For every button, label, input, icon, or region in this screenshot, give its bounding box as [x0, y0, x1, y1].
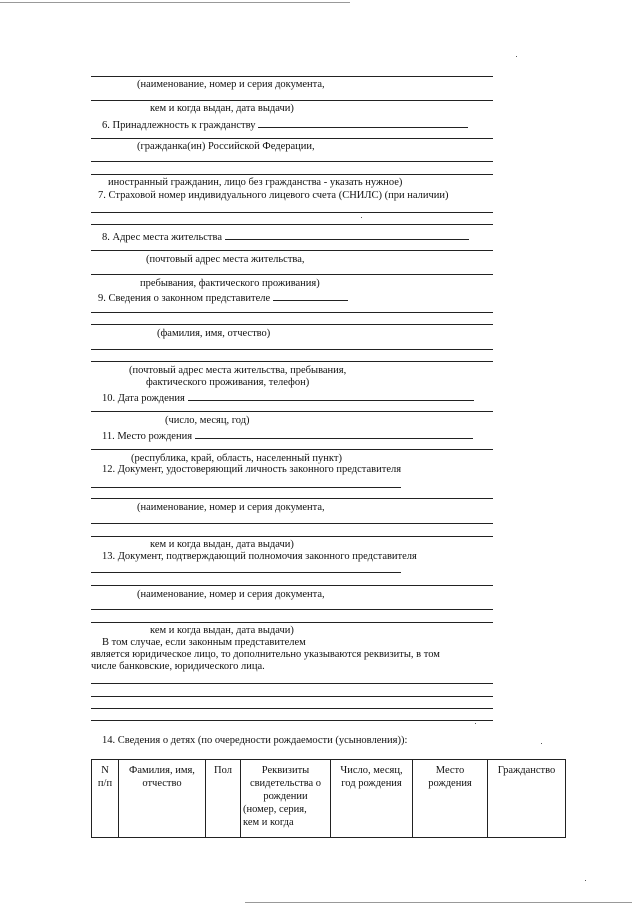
- fill-line: [91, 720, 493, 721]
- fill-line: [91, 696, 493, 697]
- rep-address-caption-2: фактического проживания, телефон): [146, 377, 310, 388]
- date-caption: (число, месяц, год): [165, 415, 250, 426]
- fill-line: [91, 523, 493, 524]
- fill-line: [91, 100, 493, 101]
- item-9-label: 9. Сведения о законном представителе: [98, 290, 348, 305]
- col-full-name: Фамилия, имя, отчество: [119, 760, 206, 838]
- fill-line: [91, 174, 493, 175]
- fill-line: [91, 683, 493, 684]
- item-14-label: 14. Сведения о детях (по очередности рождаемости (усыновления)):: [102, 735, 408, 746]
- doc-issued-caption-3: кем и когда выдан, дата выдачи): [150, 625, 294, 636]
- item-12-label: 12. Документ, удостоверяющий личность законного представителя: [102, 464, 402, 475]
- legal-entity-text-2: является юридическое лицо, то дополнительно указываются реквизиты, в том: [91, 649, 440, 660]
- children-table-header: [92, 760, 566, 838]
- fill-line: [91, 161, 493, 162]
- representative-blank[interactable]: [273, 290, 348, 301]
- scan-speck: [585, 880, 586, 881]
- scan-edge-line: [0, 2, 350, 3]
- fill-line: [91, 250, 493, 251]
- fill-line: [91, 585, 493, 586]
- doc-name-caption-3: (наименование, номер и серия документа,: [137, 589, 325, 600]
- legal-entity-text-1: В том случае, если законным представителем: [102, 637, 306, 648]
- fill-line: [91, 536, 493, 537]
- doc-issued-caption: кем и когда выдан, дата выдачи): [150, 103, 294, 114]
- fill-line: [91, 498, 493, 499]
- fill-line: [91, 411, 493, 412]
- fill-line: [91, 312, 493, 313]
- fill-line: [91, 138, 493, 139]
- doc-name-caption: (наименование, номер и серия документа,: [137, 79, 325, 90]
- col-sex: Пол: [206, 760, 241, 838]
- fill-line: [91, 609, 493, 610]
- fill-line: [91, 708, 493, 709]
- item-10-label: 10. Дата рождения: [102, 390, 474, 405]
- fill-line: [91, 349, 493, 350]
- col-birth-date: Число, месяц, год рождения: [331, 760, 413, 838]
- fill-line: [91, 572, 401, 573]
- col-number: N п/п: [92, 760, 119, 838]
- postal-caption: (почтовый адрес места жительства,: [146, 254, 305, 265]
- stay-caption: пребывания, фактического проживания): [140, 278, 320, 289]
- col-birth-place: Место рождения: [413, 760, 488, 838]
- residence-address-blank[interactable]: [225, 229, 469, 240]
- fill-line: [91, 212, 493, 213]
- doc-name-caption-2: (наименование, номер и серия документа,: [137, 502, 325, 513]
- item-13-label: 13. Документ, подтверждающий полномочия законного представителя: [102, 551, 417, 562]
- scan-speck: [361, 217, 362, 218]
- citizenship-blank[interactable]: [258, 117, 468, 128]
- item-8-label: 8. Адрес места жительства: [102, 229, 469, 244]
- fill-line: [91, 76, 493, 77]
- item-6-label: 6. Принадлежность к гражданству: [102, 117, 468, 132]
- scan-speck: [541, 743, 542, 744]
- col-birth-certificate: Реквизиты свидетельства о рождении (номер, серия, кем и когда: [241, 760, 331, 838]
- children-table: [91, 759, 566, 838]
- birth-place-blank[interactable]: [195, 428, 473, 439]
- scan-speck: [475, 723, 476, 724]
- foreign-caption: иностранный гражданин, лицо без гражданства - указать нужное): [108, 177, 403, 188]
- item-7-label: 7. Страховой номер индивидуального лицевого счета (СНИЛС) (при наличии): [98, 190, 449, 201]
- fill-line: [91, 487, 401, 488]
- fill-line: [91, 622, 493, 623]
- fio-caption: (фамилия, имя, отчество): [157, 328, 271, 339]
- scan-edge-line: [245, 902, 632, 903]
- fill-line: [91, 224, 493, 225]
- item-11-label: 11. Место рождения: [102, 428, 473, 443]
- legal-entity-text-3: числе банковские, юридического лица.: [91, 661, 265, 672]
- col-citizenship: Гражданство: [488, 760, 566, 838]
- fill-line: [91, 274, 493, 275]
- fill-line: [91, 324, 493, 325]
- fill-line: [91, 449, 493, 450]
- scan-speck: [516, 56, 517, 57]
- citizen-caption: (гражданка(ин) Российской Федерации,: [137, 141, 315, 152]
- birth-date-blank[interactable]: [188, 390, 474, 401]
- doc-issued-caption-2: кем и когда выдан, дата выдачи): [150, 539, 294, 550]
- fill-line: [91, 361, 493, 362]
- place-caption: (республика, край, область, населенный пункт): [131, 453, 342, 464]
- rep-address-caption-1: (почтовый адрес места жительства, пребывания,: [129, 365, 347, 376]
